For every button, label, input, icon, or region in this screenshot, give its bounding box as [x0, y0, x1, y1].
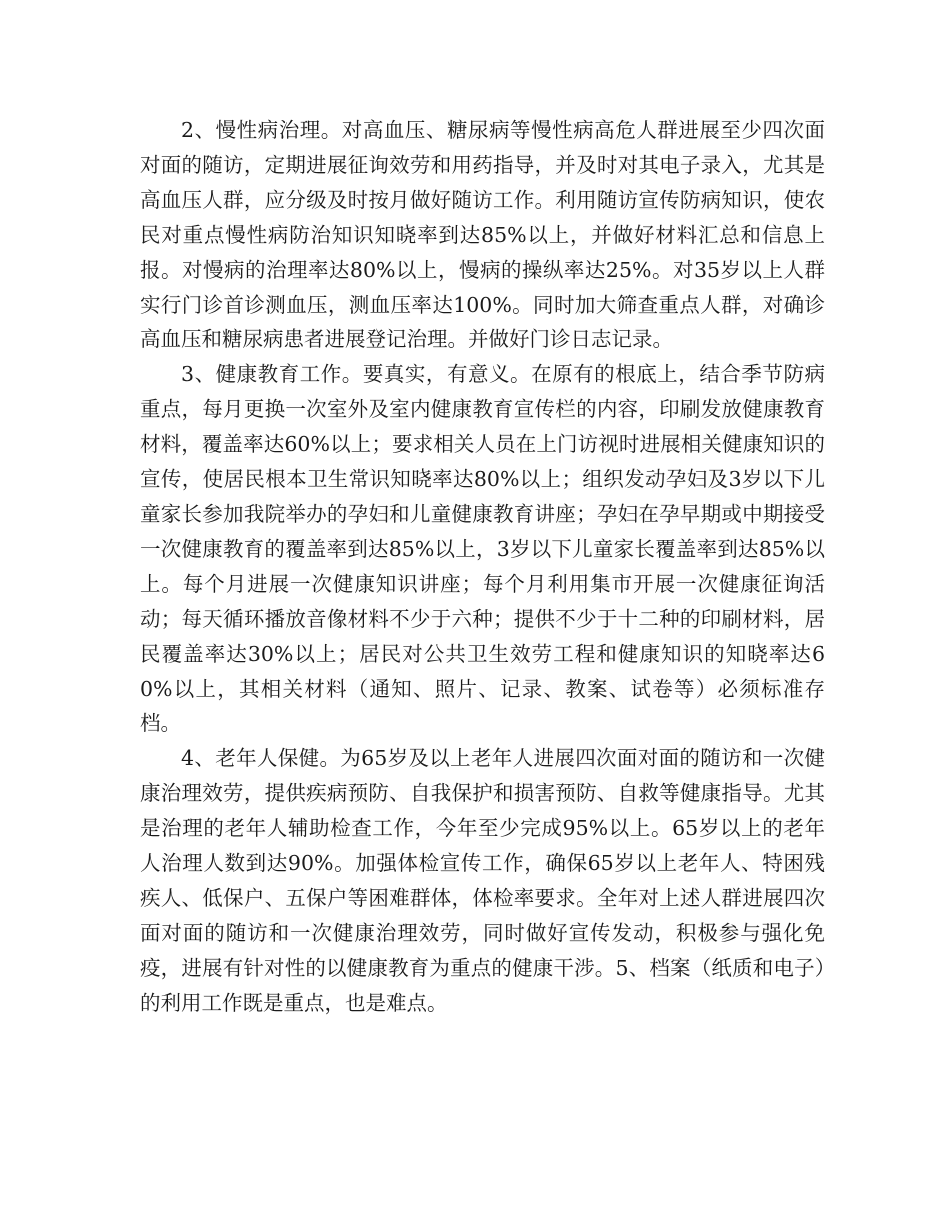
document-body	[140, 113, 825, 1021]
paragraph-chronic-disease: 2、慢性病治理。对高血压、糖尿病等慢性病高危人群进展至少四次面对面的随访，定期进展征询效劳和用药指导，并及时对其电子录入，尤其是高血压人群，应分级及时按月做好随访工作。利用随访宣传防病知识，使农民对重点慢性病防治知识知晓率到达85%以上，并做好材料汇总和信息上报。对慢病的治理率达80%以上，慢病的操纵率达25%。对35岁以上人群实行门诊首诊测血压，测血压率达100%。同时加大筛查重点人群，对确诊高血压和糖尿病患者进展登记治理。并做好门诊日志记录。	[140, 118, 825, 352]
paragraph-elderly-care: 4、老年人保健。为65岁及以上老年人进展四次面对面的随访和一次健康治理效劳，提供疾病预防、自我保护和损害预防、自救等健康指导。尤其是治理的老年人辅助检查工作，今年至少完成95%以上。65岁以上的老年人治理人数到达90%。加强体检宣传工作，确保65岁以上老年人、特困残疾人、低保户、五保户等困难群体，体检率要求。全年对上述人群进展四次面对面的随访和一次健康治理效劳，同时做好宣传发动，积极参与强化免疫，进展有针对性的以健康教育为重点的健康干涉。5、档案（纸质和电子）的利用工作既是重点，也是难点。	[140, 746, 825, 1015]
paragraph-health-education: 3、健康教育工作。要真实，有意义。在原有的根底上，结合季节防病重点，每月更换一次室外及室内健康教育宣传栏的内容，印刷发放健康教育材料，覆盖率达60%以上；要求相关人员在上门访视时进展相关健康知识的宣传，使居民根本卫生常识知晓率达80%以上；组织发动孕妇及3岁以下儿童家长参加我院举办的孕妇和儿童健康教育讲座；孕妇在孕早期或中期接受一次健康教育的覆盖率到达85%以上，3岁以下儿童家长覆盖率到达85%以上。每个月进展一次健康知识讲座；每个月利用集市开展一次健康征询活动；每天循环播放音像材料不少于六种；提供不少于十二种的印刷材料，居民覆盖率达30%以上；居民对公共卫生效劳工程和健康知识的知晓率达60%以上，其相关材料（通知、照片、记录、教案、试卷等）必须标准存档。	[140, 362, 825, 736]
